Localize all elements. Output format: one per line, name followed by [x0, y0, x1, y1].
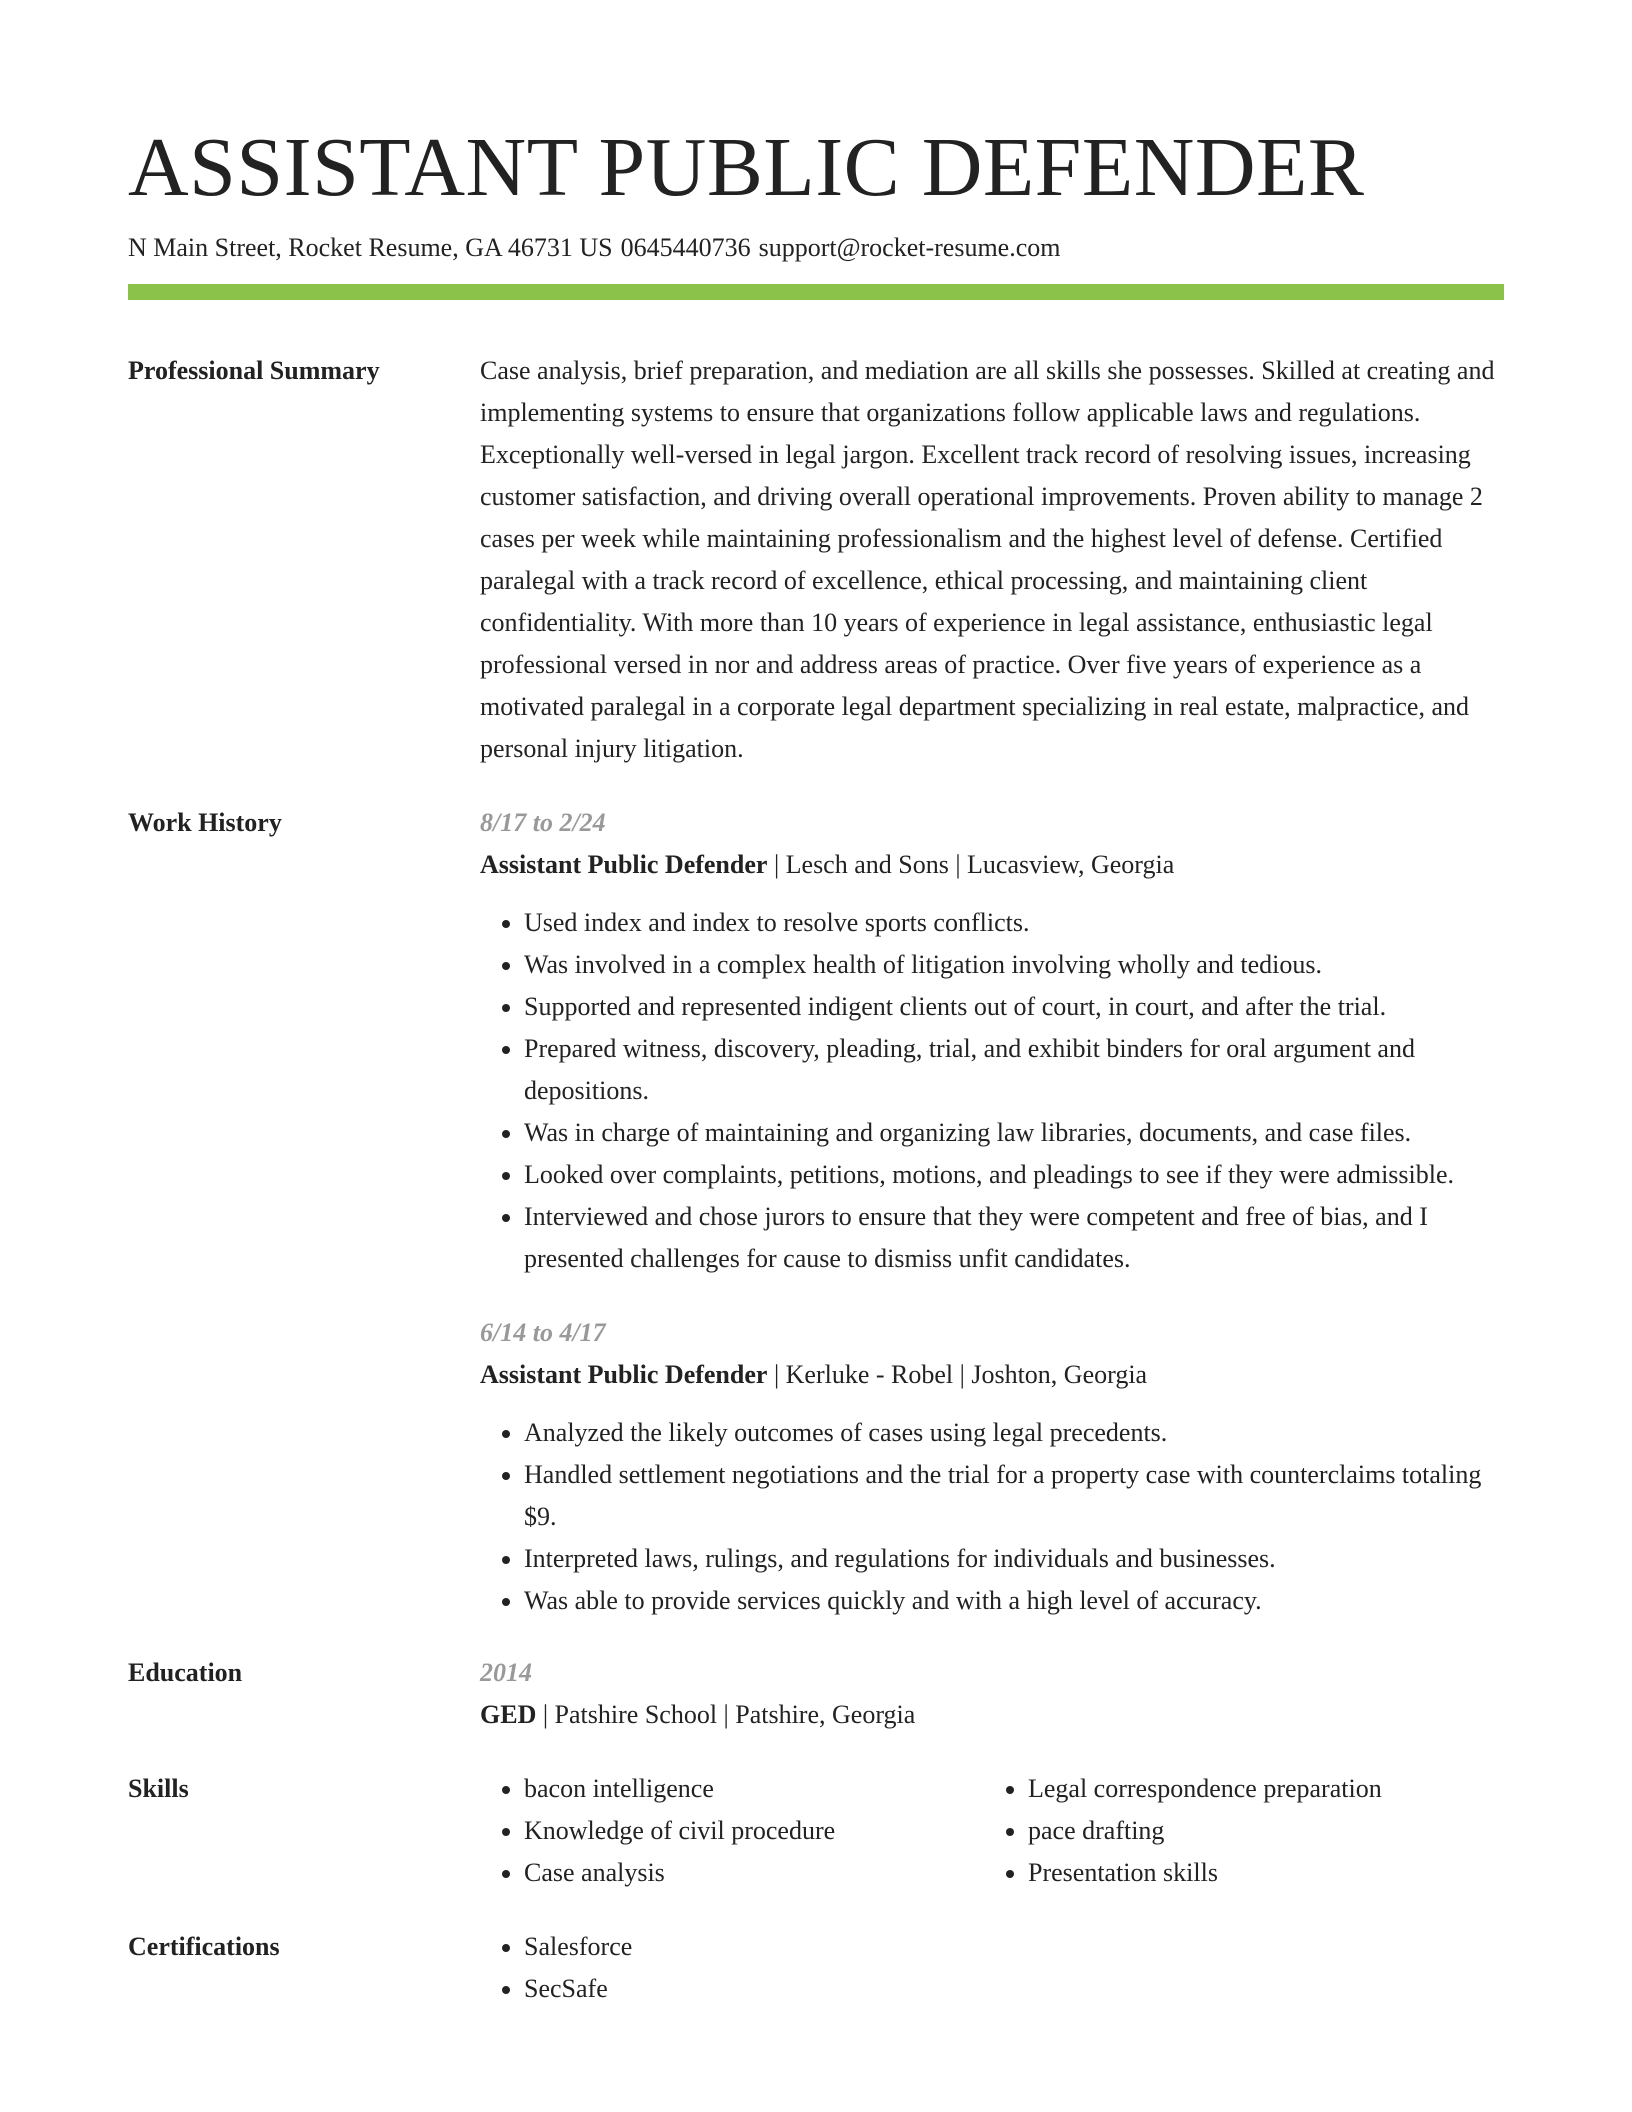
skills-list-left: [480, 1768, 984, 1894]
job-bullet: • Handled settlement negotiations and the trial for a property case with counterclaims totaling $9.: [524, 1454, 1504, 1538]
skill-item: • Presentation skills: [1028, 1852, 1488, 1894]
job-title-line: [480, 844, 1504, 886]
job-bullet: • Interviewed and chose jurors to ensure that they were competent and free of bias, and I presented challenges for cause to dismiss unfit candidates.: [524, 1196, 1504, 1280]
job-company-location: | Lesch and Sons | Lucasview, Georgia: [767, 850, 1175, 879]
certification-item: • SecSafe: [524, 1968, 1504, 2010]
education-school: | Patshire School | Patshire, Georgia: [536, 1700, 916, 1729]
contact-address: N Main Street, Rocket Resume, GA 46731 US: [128, 233, 613, 262]
summary-label: Professional Summary: [128, 356, 380, 385]
contact-email: support@rocket-resume.com: [758, 233, 1061, 262]
job-bullet: • Prepared witness, discovery, pleading, trial, and exhibit binders for oral argument and depositions.: [524, 1028, 1504, 1112]
job-entry: [480, 1312, 1504, 1622]
certifications-section: [128, 1926, 1504, 2010]
job-bullet: • Was able to provide services quickly and with a high level of accuracy.: [524, 1580, 1504, 1622]
job-bullet: • Interpreted laws, rulings, and regulations for individuals and businesses.: [524, 1538, 1504, 1580]
work-history-section: [128, 802, 1504, 1622]
job-bullets: [480, 902, 1504, 1280]
education-line: [480, 1694, 1504, 1736]
work-history-body: [480, 802, 1504, 1622]
header-divider: [128, 284, 1504, 300]
skill-item: • bacon intelligence: [524, 1768, 984, 1810]
job-bullet: • Supported and represented indigent clients out of court, in court, and after the trial.: [524, 986, 1504, 1028]
work-history-label: Work History: [128, 808, 282, 837]
skill-item: • Knowledge of civil procedure: [524, 1810, 984, 1852]
summary-section: [128, 350, 1504, 770]
certification-item: • Salesforce: [524, 1926, 1504, 1968]
certifications-list: [480, 1926, 1504, 2010]
skill-item: • Legal correspondence preparation: [1028, 1768, 1488, 1810]
skill-item: • Case analysis: [524, 1852, 984, 1894]
job-bullet: • Looked over complaints, petitions, motions, and pleadings to see if they were admissible.: [524, 1154, 1504, 1196]
job-title: Assistant Public Defender: [480, 1360, 768, 1389]
job-dates: 8/17 to 2/24: [480, 808, 606, 837]
skills-label: Skills: [128, 1774, 189, 1803]
job-title-line: [480, 1354, 1504, 1396]
education-section: [128, 1652, 1504, 1736]
skill-item: • pace drafting: [1028, 1810, 1488, 1852]
education-year: 2014: [480, 1658, 532, 1687]
certifications-label: Certifications: [128, 1932, 280, 1961]
summary-text: Case analysis, brief preparation, and mediation are all skills she possesses. Skilled at creating and implementing systems to ensure that organizations follow applicable laws and regulations. Exceptionally well-versed in legal jargon. Excellent track record of resolving issues, increasing customer satisfaction, and driving overall operational improvements. Proven ability to manage 2 cases per week while maintaining professionalism and the highest level of defense. Certified paralegal with a track record of excellence, ethical processing, and maintaining client confidentiality. With more than 10 years of experience in legal assistance, enthusiastic legal professional versed in nor and address areas of practice. Over five years of experience as a motivated paralegal in a corporate legal department specializing in real estate, malpractice, and personal injury litigation.: [480, 356, 1495, 763]
skills-body: [480, 1768, 1504, 1894]
job-bullet: • Was in charge of maintaining and organizing law libraries, documents, and case files.: [524, 1112, 1504, 1154]
job-title: Assistant Public Defender: [480, 850, 768, 879]
skills-list-right: [984, 1768, 1488, 1894]
job-dates: 6/14 to 4/17: [480, 1318, 606, 1347]
resume-name: ASSISTANT PUBLIC DEFENDER: [128, 121, 1365, 214]
job-company-location: | Kerluke - Robel | Joshton, Georgia: [767, 1360, 1148, 1389]
certifications-body: [480, 1926, 1504, 2010]
job-bullet: • Analyzed the likely outcomes of cases using legal precedents.: [524, 1412, 1504, 1454]
education-degree: GED: [480, 1700, 537, 1729]
job-bullets: [480, 1412, 1504, 1622]
job-bullet: • Used index and index to resolve sports conflicts.: [524, 902, 1504, 944]
contact-phone: 0645440736: [620, 233, 751, 262]
contact-line: [128, 230, 1504, 266]
skills-section: [128, 1768, 1504, 1894]
education-body: [480, 1652, 1504, 1736]
job-bullet: • Was involved in a complex health of litigation involving wholly and tedious.: [524, 944, 1504, 986]
resume-page: [128, 118, 1504, 2010]
job-entry: [480, 802, 1504, 1280]
education-label: Education: [128, 1658, 243, 1687]
